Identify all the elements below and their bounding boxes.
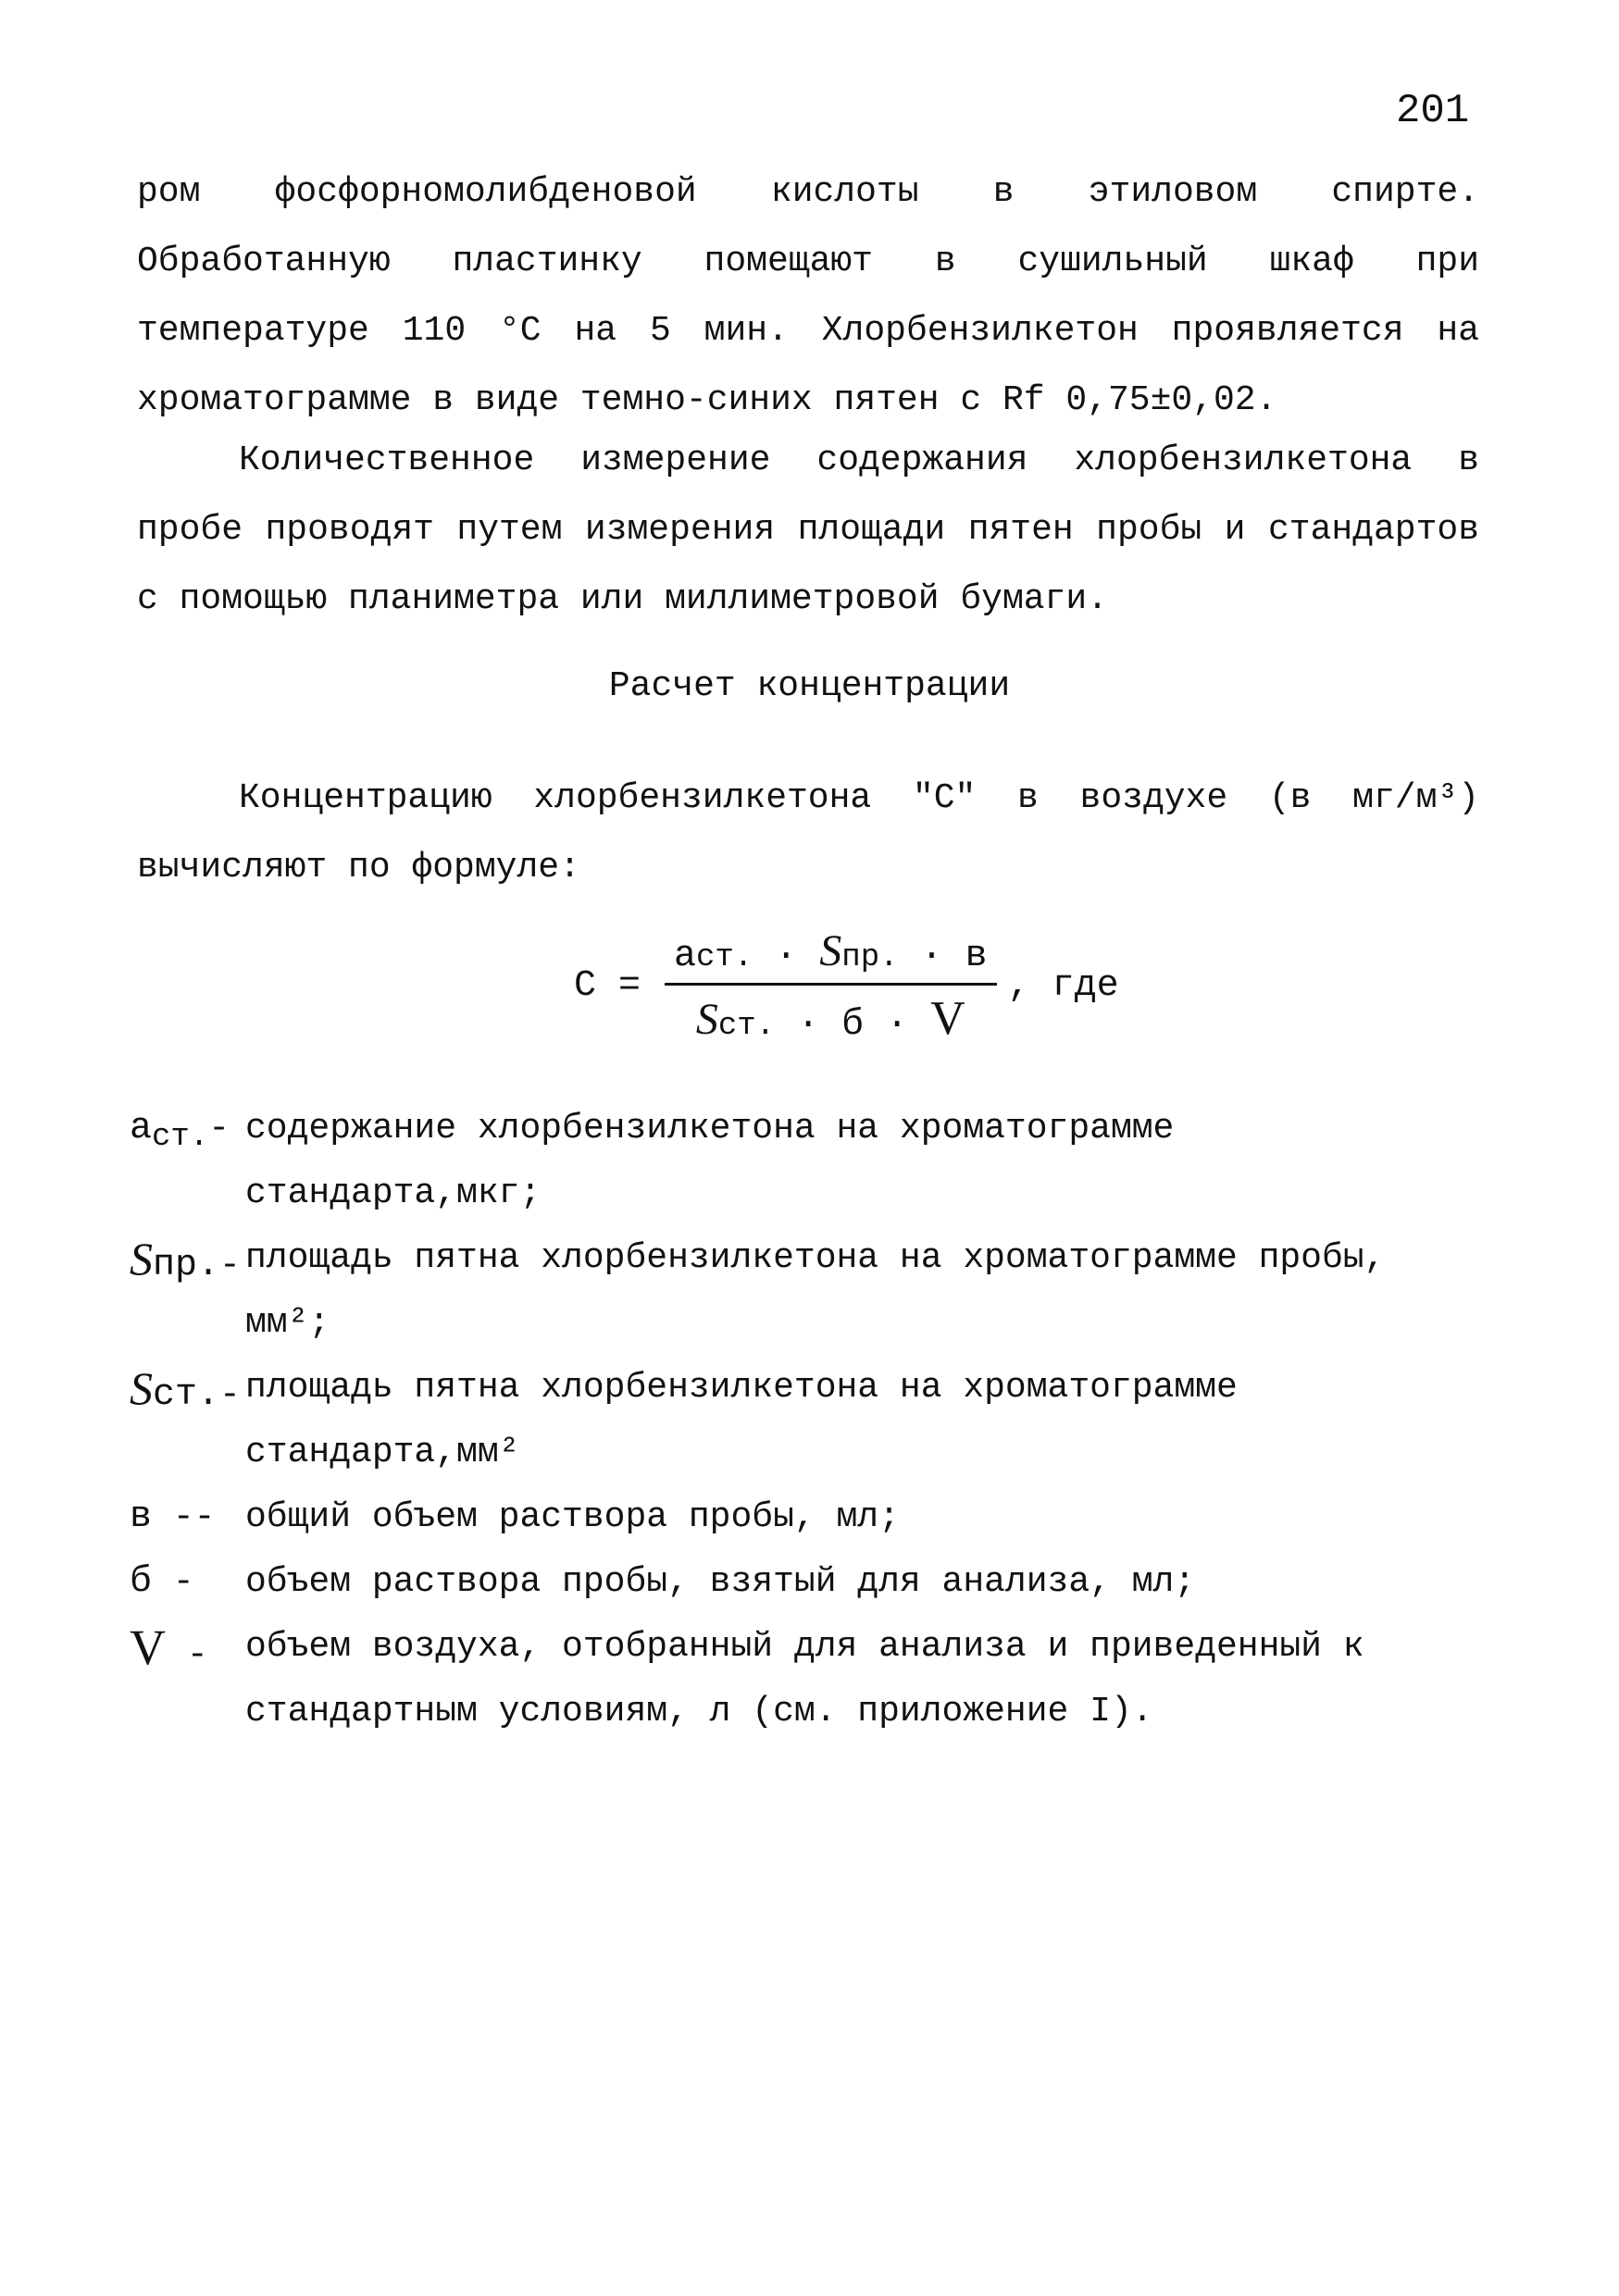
num-a-sub: ст.	[696, 940, 753, 975]
legend-description: объем воздуха, отобранный для анализа и приведенный к стандартным условиям, л (см. приложение I).	[245, 1627, 1364, 1731]
section-heading: Расчет концентрации	[608, 666, 1011, 706]
legend-description: общий объем раствора пробы, мл;	[245, 1497, 900, 1537]
den-S-sub: ст.	[717, 1009, 776, 1044]
formula-suffix: , где	[1007, 964, 1119, 1007]
formula-denominator	[687, 986, 975, 1046]
legend-symbol-dash: --	[172, 1497, 216, 1537]
formula-numerator	[665, 925, 997, 986]
legend-symbol	[130, 1097, 245, 1170]
legend-symbol-base: V	[130, 1620, 166, 1675]
legend-symbol	[130, 1226, 245, 1298]
legend-symbol-base: S	[130, 1362, 153, 1414]
legend-row-v-total	[130, 1485, 1490, 1550]
den-S: S	[695, 995, 718, 1044]
legend-symbol-base: в	[130, 1496, 153, 1538]
den-dot1: ·	[797, 1004, 820, 1046]
legend-symbol-base: а	[130, 1108, 153, 1149]
legend-symbol-base: S	[130, 1233, 153, 1285]
num-dot1: ·	[775, 936, 798, 977]
legend-symbol	[130, 1485, 245, 1550]
formula-fraction	[665, 925, 997, 1046]
legend-symbol-dash: -	[186, 1635, 208, 1675]
paragraph-concentration-intro: Концентрацию хлорбензилкетона "С" в воздухе (в мг/м³) вычисляют по формуле:	[137, 778, 1479, 887]
formula-lhs: С =	[574, 964, 641, 1007]
legend-description: площадь пятна хлорбензилкетона на хроматограмме стандарта,мм²	[245, 1368, 1238, 1472]
legend-symbol-sub: пр.	[153, 1245, 220, 1286]
page-number: 201	[1396, 88, 1470, 134]
legend-symbol	[130, 1356, 245, 1428]
num-a: а	[674, 936, 697, 977]
legend-symbol-sub: ст.	[152, 1120, 209, 1155]
num-v: в	[965, 936, 988, 977]
den-b: б	[841, 1004, 865, 1046]
legend-symbol-dash: -	[219, 1246, 241, 1285]
legend-description: содержание хлорбензилкетона на хроматограмме стандарта,мкг;	[245, 1109, 1175, 1213]
legend-symbol-dash: -	[219, 1375, 241, 1415]
legend-description: площадь пятна хлорбензилкетона на хроматограмме пробы, мм²;	[245, 1238, 1386, 1343]
legend-symbol-dash: -	[208, 1109, 230, 1148]
den-dot2: ·	[886, 1004, 909, 1046]
legend-symbol-dash: -	[172, 1562, 194, 1602]
den-V: V	[930, 992, 965, 1045]
legend-row-v-air	[130, 1615, 1490, 1744]
legend-symbol-sub: ст.	[153, 1374, 220, 1416]
legend-description: объем раствора пробы, взятый для анализа, мл;	[245, 1562, 1196, 1602]
concentration-formula	[574, 916, 1119, 1055]
legend-symbol	[130, 1550, 245, 1615]
legend-row-b-aliquot	[130, 1550, 1490, 1615]
num-S: S	[819, 926, 842, 975]
legend-symbol	[130, 1615, 245, 1688]
legend-row-s-pr	[130, 1226, 1490, 1356]
legend-row-a-st	[130, 1097, 1490, 1226]
paragraph-quantitative-measurement: Количественное измерение содержания хлорбензилкетона в пробе проводят путем измерения площади пятен пробы и стандартов с помощью планиметра или миллиметровой бумаги.	[137, 441, 1479, 619]
legend-row-s-st	[130, 1356, 1490, 1485]
num-S-sub: пр.	[841, 940, 899, 975]
num-dot2: ·	[920, 936, 943, 977]
legend-symbol-base: б	[130, 1561, 153, 1603]
formula-legend	[130, 1097, 1490, 1744]
paragraph-reagent-treatment: ром фосфорномолибденовой кислоты в этиловом спирте. Обработанную пластинку помещают в сушильный шкаф при температуре 110 °С на 5 мин. Хлорбензилкетон проявляется на хроматограмме в виде темно-синих пятен с Rf 0,75±0,02.	[137, 172, 1479, 420]
